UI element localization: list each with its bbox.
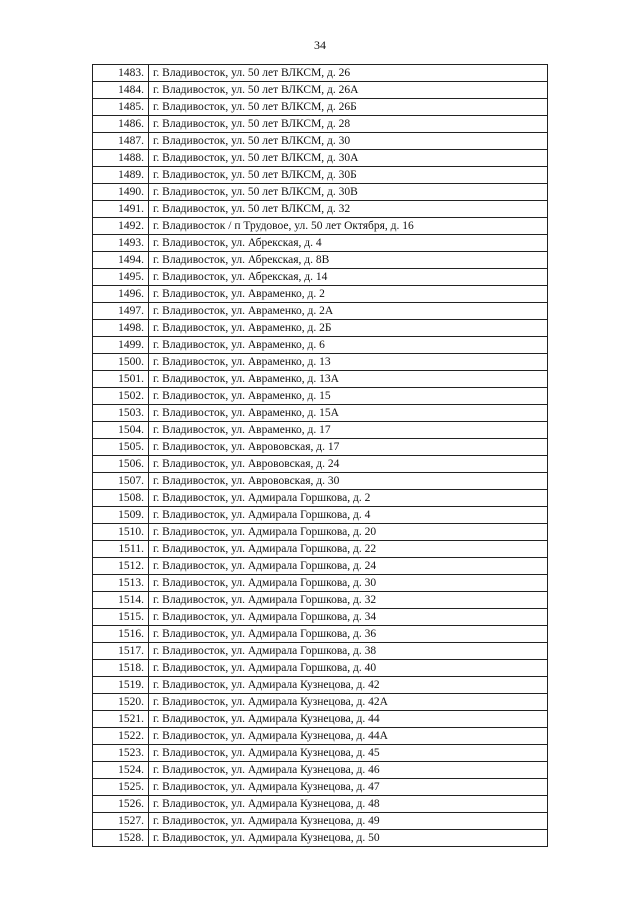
- row-number-cell: 1489.: [93, 167, 149, 184]
- row-number-cell: 1488.: [93, 150, 149, 167]
- row-number-cell: 1486.: [93, 116, 149, 133]
- table-row: [93, 711, 548, 728]
- table-row: [93, 558, 548, 575]
- address-cell: г. Владивосток, ул. Адмирала Горшкова, д. 32: [149, 592, 548, 609]
- address-cell: г. Владивосток, ул. Адмирала Горшкова, д. 30: [149, 575, 548, 592]
- row-number-cell: 1512.: [93, 558, 149, 575]
- table-row: [93, 235, 548, 252]
- row-number-cell: 1483.: [93, 65, 149, 82]
- row-number-cell: 1525.: [93, 779, 149, 796]
- row-number-cell: 1490.: [93, 184, 149, 201]
- table-row: [93, 116, 548, 133]
- row-number-cell: 1493.: [93, 235, 149, 252]
- address-cell: г. Владивосток, ул. Адмирала Горшкова, д. 34: [149, 609, 548, 626]
- row-number-cell: 1518.: [93, 660, 149, 677]
- address-cell: г. Владивосток, ул. Абрекская, д. 8В: [149, 252, 548, 269]
- row-number-cell: 1498.: [93, 320, 149, 337]
- row-number-cell: 1499.: [93, 337, 149, 354]
- row-number-cell: 1520.: [93, 694, 149, 711]
- row-number-cell: 1496.: [93, 286, 149, 303]
- row-number-cell: 1517.: [93, 643, 149, 660]
- address-cell: г. Владивосток, ул. Адмирала Кузнецова, д. 50: [149, 830, 548, 847]
- address-cell: г. Владивосток, ул. Авраменко, д. 13: [149, 354, 548, 371]
- address-cell: г. Владивосток, ул. Адмирала Горшкова, д. 36: [149, 626, 548, 643]
- address-cell: г. Владивосток, ул. Авраменко, д. 17: [149, 422, 548, 439]
- row-number-cell: 1513.: [93, 575, 149, 592]
- address-cell: г. Владивосток, ул. Адмирала Кузнецова, д. 44А: [149, 728, 548, 745]
- row-number-cell: 1503.: [93, 405, 149, 422]
- row-number-cell: 1497.: [93, 303, 149, 320]
- row-number-cell: 1510.: [93, 524, 149, 541]
- address-cell: г. Владивосток, ул. Адмирала Кузнецова, д. 42А: [149, 694, 548, 711]
- address-cell: г. Владивосток, ул. Авраменко, д. 2: [149, 286, 548, 303]
- row-number-cell: 1506.: [93, 456, 149, 473]
- address-cell: г. Владивосток, ул. Адмирала Горшкова, д. 20: [149, 524, 548, 541]
- address-cell: г. Владивосток, ул. Авраменко, д. 13А: [149, 371, 548, 388]
- row-number-cell: 1485.: [93, 99, 149, 116]
- row-number-cell: 1492.: [93, 218, 149, 235]
- table-row: [93, 337, 548, 354]
- address-cell: г. Владивосток, ул. Адмирала Кузнецова, д. 42: [149, 677, 548, 694]
- row-number-cell: 1509.: [93, 507, 149, 524]
- address-cell: г. Владивосток, ул. Адмирала Кузнецова, д. 45: [149, 745, 548, 762]
- table-row: [93, 473, 548, 490]
- table-row: [93, 150, 548, 167]
- row-number-cell: 1523.: [93, 745, 149, 762]
- row-number-cell: 1514.: [93, 592, 149, 609]
- table-row: [93, 320, 548, 337]
- address-cell: г. Владивосток, ул. Адмирала Кузнецова, д. 44: [149, 711, 548, 728]
- table-row: [93, 65, 548, 82]
- address-cell: г. Владивосток, ул. 50 лет ВЛКСМ, д. 26Б: [149, 99, 548, 116]
- table-row: [93, 422, 548, 439]
- address-cell: г. Владивосток, ул. 50 лет ВЛКСМ, д. 30: [149, 133, 548, 150]
- table-row: [93, 762, 548, 779]
- table-row: [93, 728, 548, 745]
- row-number-cell: 1484.: [93, 82, 149, 99]
- address-cell: г. Владивосток, ул. Авраменко, д. 15: [149, 388, 548, 405]
- address-cell: г. Владивосток, ул. Адмирала Кузнецова, д. 49: [149, 813, 548, 830]
- table-row: [93, 388, 548, 405]
- row-number-cell: 1502.: [93, 388, 149, 405]
- table-row: [93, 133, 548, 150]
- table-row: [93, 354, 548, 371]
- table-row: [93, 643, 548, 660]
- address-table-body: [93, 65, 548, 847]
- table-row: [93, 507, 548, 524]
- table-row: [93, 269, 548, 286]
- address-cell: г. Владивосток, ул. 50 лет ВЛКСМ, д. 32: [149, 201, 548, 218]
- address-cell: г. Владивосток, ул. 50 лет ВЛКСМ, д. 30А: [149, 150, 548, 167]
- table-row: [93, 456, 548, 473]
- address-cell: г. Владивосток, ул. Авраменко, д. 15А: [149, 405, 548, 422]
- address-cell: г. Владивосток, ул. Авраменко, д. 6: [149, 337, 548, 354]
- address-cell: г. Владивосток, ул. Адмирала Кузнецова, д. 48: [149, 796, 548, 813]
- table-row: [93, 779, 548, 796]
- table-row: [93, 660, 548, 677]
- table-row: [93, 405, 548, 422]
- table-row: [93, 184, 548, 201]
- table-row: [93, 201, 548, 218]
- row-number-cell: 1507.: [93, 473, 149, 490]
- page-number: 34: [314, 38, 326, 52]
- address-cell: г. Владивосток, ул. Абрекская, д. 14: [149, 269, 548, 286]
- row-number-cell: 1504.: [93, 422, 149, 439]
- row-number-cell: 1494.: [93, 252, 149, 269]
- address-cell: г. Владивосток, ул. 50 лет ВЛКСМ, д. 28: [149, 116, 548, 133]
- address-cell: г. Владивосток, ул. Адмирала Кузнецова, д. 46: [149, 762, 548, 779]
- row-number-cell: 1526.: [93, 796, 149, 813]
- address-cell: г. Владивосток, ул. 50 лет ВЛКСМ, д. 30В: [149, 184, 548, 201]
- row-number-cell: 1528.: [93, 830, 149, 847]
- table-row: [93, 82, 548, 99]
- row-number-cell: 1511.: [93, 541, 149, 558]
- address-cell: г. Владивосток, ул. Адмирала Горшкова, д. 4: [149, 507, 548, 524]
- row-number-cell: 1491.: [93, 201, 149, 218]
- table-row: [93, 303, 548, 320]
- address-cell: г. Владивосток, ул. Адмирала Горшкова, д. 38: [149, 643, 548, 660]
- table-row: [93, 813, 548, 830]
- table-row: [93, 286, 548, 303]
- address-cell: г. Владивосток, ул. Аврововская, д. 17: [149, 439, 548, 456]
- address-cell: г. Владивосток, ул. Аврововская, д. 24: [149, 456, 548, 473]
- address-cell: г. Владивосток, ул. 50 лет ВЛКСМ, д. 26: [149, 65, 548, 82]
- row-number-cell: 1500.: [93, 354, 149, 371]
- table-row: [93, 167, 548, 184]
- row-number-cell: 1519.: [93, 677, 149, 694]
- table-row: [93, 609, 548, 626]
- row-number-cell: 1521.: [93, 711, 149, 728]
- row-number-cell: 1524.: [93, 762, 149, 779]
- address-cell: г. Владивосток, ул. 50 лет ВЛКСМ, д. 30Б: [149, 167, 548, 184]
- address-cell: г. Владивосток, ул. Авраменко, д. 2Б: [149, 320, 548, 337]
- row-number-cell: 1495.: [93, 269, 149, 286]
- table-row: [93, 830, 548, 847]
- address-cell: г. Владивосток / п Трудовое, ул. 50 лет Октября, д. 16: [149, 218, 548, 235]
- row-number-cell: 1527.: [93, 813, 149, 830]
- address-cell: г. Владивосток, ул. Адмирала Горшкова, д. 40: [149, 660, 548, 677]
- address-cell: г. Владивосток, ул. 50 лет ВЛКСМ, д. 26А: [149, 82, 548, 99]
- table-row: [93, 592, 548, 609]
- address-cell: г. Владивосток, ул. Абрекская, д. 4: [149, 235, 548, 252]
- table-row: [93, 677, 548, 694]
- row-number-cell: 1515.: [93, 609, 149, 626]
- row-number-cell: 1501.: [93, 371, 149, 388]
- table-row: [93, 490, 548, 507]
- row-number-cell: 1505.: [93, 439, 149, 456]
- table-row: [93, 796, 548, 813]
- row-number-cell: 1487.: [93, 133, 149, 150]
- table-row: [93, 439, 548, 456]
- address-table: [92, 64, 548, 847]
- table-row: [93, 99, 548, 116]
- table-row: [93, 524, 548, 541]
- table-row: [93, 371, 548, 388]
- address-cell: г. Владивосток, ул. Адмирала Горшкова, д. 2: [149, 490, 548, 507]
- address-cell: г. Владивосток, ул. Адмирала Горшкова, д. 22: [149, 541, 548, 558]
- address-cell: г. Владивосток, ул. Адмирала Горшкова, д. 24: [149, 558, 548, 575]
- row-number-cell: 1516.: [93, 626, 149, 643]
- table-row: [93, 694, 548, 711]
- address-cell: г. Владивосток, ул. Аврововская, д. 30: [149, 473, 548, 490]
- table-row: [93, 218, 548, 235]
- address-cell: г. Владивосток, ул. Адмирала Кузнецова, д. 47: [149, 779, 548, 796]
- table-row: [93, 252, 548, 269]
- table-row: [93, 541, 548, 558]
- table-row: [93, 575, 548, 592]
- row-number-cell: 1522.: [93, 728, 149, 745]
- address-cell: г. Владивосток, ул. Авраменко, д. 2А: [149, 303, 548, 320]
- table-row: [93, 626, 548, 643]
- table-row: [93, 745, 548, 762]
- row-number-cell: 1508.: [93, 490, 149, 507]
